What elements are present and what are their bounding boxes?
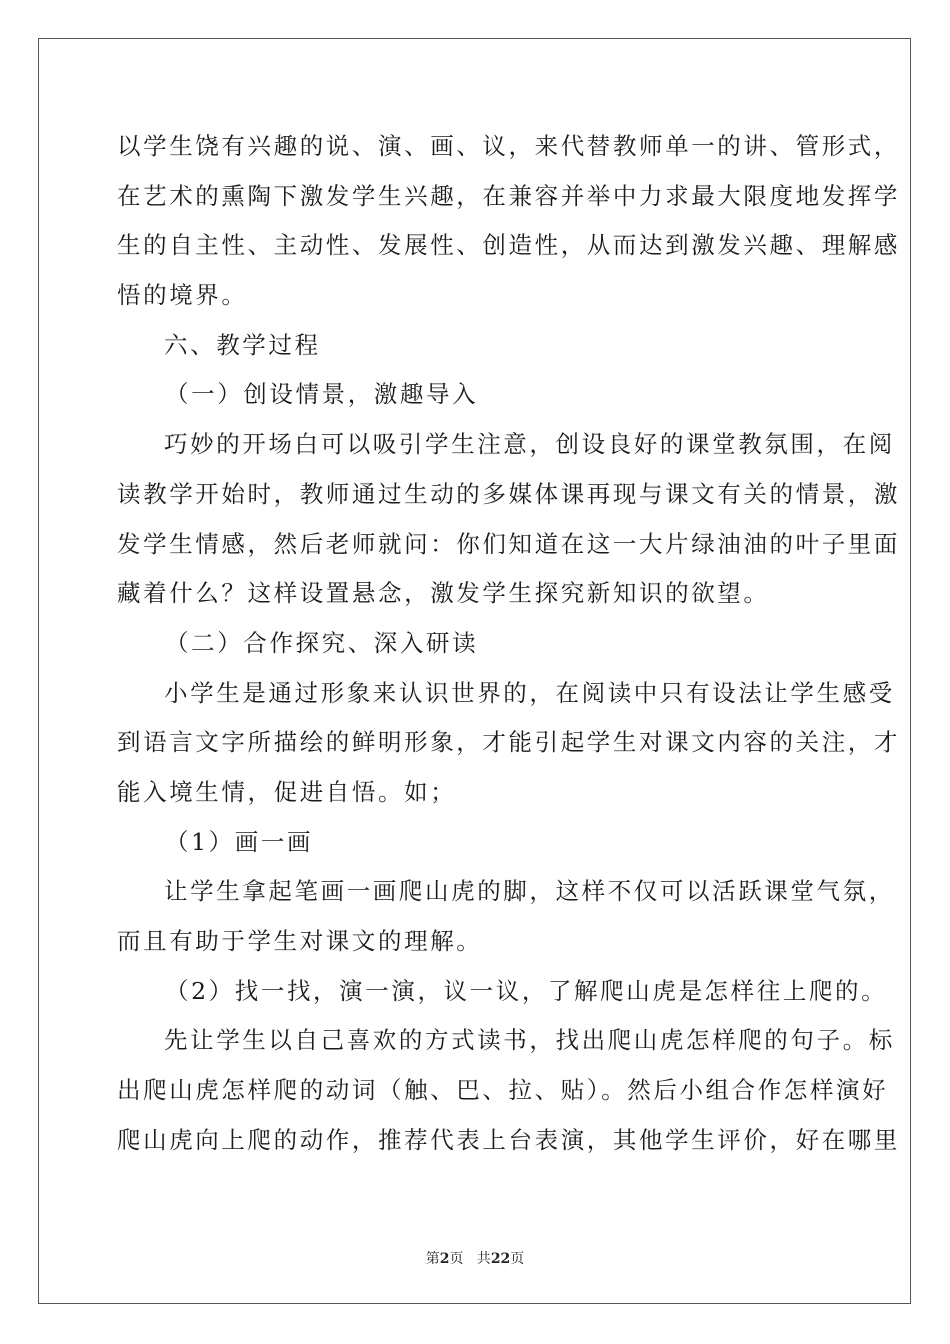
- page-footer: [0, 1248, 950, 1268]
- document-body: [117, 122, 900, 1165]
- footer-page-number: 2: [439, 1251, 450, 1267]
- text-line: 能入境生情，促进自悟。如；: [117, 777, 457, 806]
- footer-page-suffix: 页 共: [449, 1251, 491, 1267]
- text-line: 到语言文字所描绘的鲜明形象，才能引起学生对课文内容的关注，才: [117, 728, 900, 757]
- text-line: 巧妙的开场白可以吸引学生注意，创设良好的课堂教氛围，在阅: [164, 430, 895, 459]
- text-line: 六、教学过程: [164, 330, 321, 359]
- text-line: （2）找一找，演一演，议一议，了解爬山虎是怎样往上爬的。: [165, 976, 888, 1005]
- text-line: 小学生是通过形象来认识世界的，在阅读中只有设法让学生感受: [164, 678, 895, 707]
- text-line: 让学生拿起笔画一画爬山虎的脚，这样不仅可以活跃课堂气氛，: [164, 877, 895, 906]
- text-line: 出爬山虎怎样爬的动词（触、巴、拉、贴）。然后小组合作怎样演好: [117, 1076, 889, 1105]
- text-line: 生的自主性、主动性、发展性、创造性，从而达到激发兴趣、理解感: [117, 231, 900, 260]
- text-line: 在艺术的熏陶下激发学生兴趣，在兼容并举中力求最大限度地发挥学: [117, 181, 900, 210]
- text-line: 以学生饶有兴趣的说、演、画、议，来代替教师单一的讲、管形式，: [117, 132, 900, 160]
- text-line: 爬山虎向上爬的动作，推荐代表上台表演，其他学生评价，好在哪里: [117, 1125, 900, 1154]
- text-line: 先让学生以自己喜欢的方式读书，找出爬山虎怎样爬的句子。标: [164, 1026, 895, 1055]
- text-line: 而且有助于学生对课文的理解。: [117, 927, 483, 955]
- text-line: 藏着什么？这样设置悬念，激发学生探究新知识的欲望。: [117, 579, 770, 608]
- text-line: （一）创设情景，激趣导入: [165, 380, 479, 409]
- footer-total-suffix: 页: [510, 1251, 525, 1267]
- text-line: 读教学开始时，教师通过生动的多媒体课再现与课文有关的情景，激: [117, 479, 900, 508]
- footer-total-pages: 22: [490, 1251, 511, 1267]
- footer-page-prefix: 第: [425, 1251, 440, 1267]
- text-line: （二）合作探究、深入研读: [165, 628, 479, 657]
- text-line: （1）画一画: [165, 827, 314, 856]
- text-line: 发学生情感，然后老师就问：你们知道在这一大片绿油油的叶子里面: [117, 529, 900, 558]
- text-line: 悟的境界。: [117, 281, 248, 310]
